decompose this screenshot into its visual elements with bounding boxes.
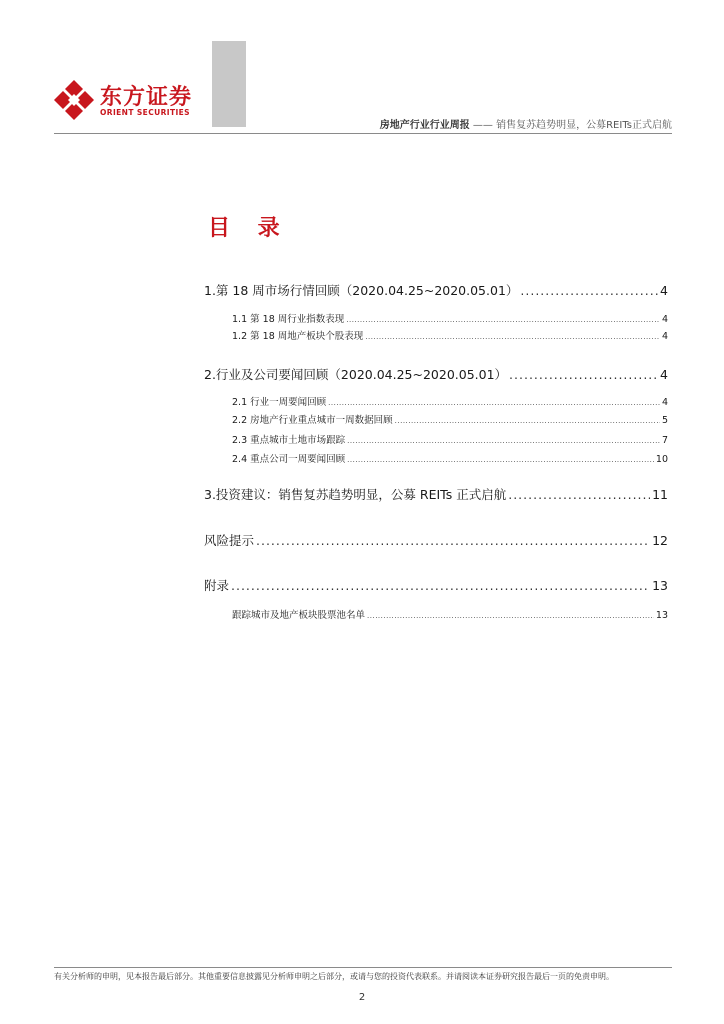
toc-page: 13 xyxy=(652,578,668,593)
toc-label: 附录 xyxy=(204,578,230,593)
orient-logo-icon xyxy=(54,80,94,120)
toc-leader xyxy=(520,283,658,298)
toc-label: 2.1 行业一周要闻回顾 xyxy=(232,397,327,408)
header-subtitle: 销售复苏趋势明显，公募REITs正式启航 xyxy=(496,120,672,131)
toc-leader xyxy=(367,612,654,620)
toc-leader xyxy=(231,578,650,593)
toc-page: 4 xyxy=(661,314,668,325)
toc-page: 13 xyxy=(655,610,668,621)
toc-page: 11 xyxy=(652,487,668,502)
header-rule xyxy=(54,133,672,134)
toc-label: 2.2 房地产行业重点城市一周数据回顾 xyxy=(232,415,393,426)
toc-leader xyxy=(347,437,660,445)
toc-entry-3[interactable] xyxy=(204,485,668,503)
header-report-type: 房地产行业行业周报 xyxy=(379,120,470,131)
toc-label: 2.4 重点公司一周要闻回顾 xyxy=(232,454,346,465)
toc-leader xyxy=(328,399,660,407)
toc-entry-2-1[interactable] xyxy=(232,394,668,408)
toc-page: 4 xyxy=(660,283,668,298)
toc-page: 5 xyxy=(661,415,668,426)
toc-page: 4 xyxy=(660,367,668,382)
toc-label: 3.投资建议：销售复苏趋势明显，公募 REITs 正式启航 xyxy=(204,487,507,502)
toc-leader xyxy=(347,456,654,464)
toc-label: 1.1 第 18 周行业指数表现 xyxy=(232,314,345,325)
toc-entry-1-2[interactable] xyxy=(232,328,668,342)
toc-entry-1[interactable] xyxy=(204,281,668,299)
footer-disclaimer: 有关分析师的申明，见本报告最后部分。其他重要信息披露见分析师申明之后部分，或请与您的投资代表联系。并请阅读本证券研究报告最后一页的免责申明。 xyxy=(54,972,614,981)
toc-entry-2[interactable] xyxy=(204,365,668,383)
toc-entry-2-3[interactable] xyxy=(232,432,668,446)
footer-rule xyxy=(54,967,672,968)
toc-label: 1.第 18 周市场行情回顾（2020.04.25~2020.05.01） xyxy=(204,283,519,298)
header-gray-tab xyxy=(212,41,246,127)
toc-leader xyxy=(365,333,660,341)
toc-entry-risk[interactable] xyxy=(204,531,668,549)
toc-title: 目 录 xyxy=(208,216,290,241)
toc-page: 4 xyxy=(661,331,668,342)
toc-leader xyxy=(509,367,658,382)
toc-entry-appendix[interactable] xyxy=(204,576,668,594)
toc-page: 10 xyxy=(655,454,668,465)
toc-label: 1.2 第 18 周地产板块个股表现 xyxy=(232,331,364,342)
toc-entry-1-1[interactable] xyxy=(232,311,668,325)
toc-entry-2-2[interactable] xyxy=(232,412,668,426)
toc-page: 12 xyxy=(652,533,668,548)
toc-leader xyxy=(256,533,650,548)
toc-entry-2-4[interactable] xyxy=(232,451,668,465)
toc-page: 7 xyxy=(661,435,668,446)
logo-name-en: ORIENT SECURITIES xyxy=(100,108,190,117)
toc-label: 2.3 重点城市土地市场跟踪 xyxy=(232,435,346,446)
company-logo xyxy=(54,78,214,122)
toc-leader xyxy=(346,316,660,324)
toc-leader xyxy=(508,487,650,502)
toc-entry-appendix-1[interactable] xyxy=(232,607,668,621)
toc-label: 风险提示 xyxy=(204,533,255,548)
toc-page: 4 xyxy=(661,397,668,408)
logo-name-cn: 东方证券 xyxy=(100,85,193,110)
page-number: 2 xyxy=(358,992,366,1003)
running-header xyxy=(380,116,672,131)
toc-leader xyxy=(395,417,660,425)
header-dash: —— xyxy=(472,120,493,131)
toc-label: 2.行业及公司要闻回顾（2020.04.25~2020.05.01） xyxy=(204,367,508,382)
toc-label: 跟踪城市及地产板块股票池名单 xyxy=(232,610,366,621)
